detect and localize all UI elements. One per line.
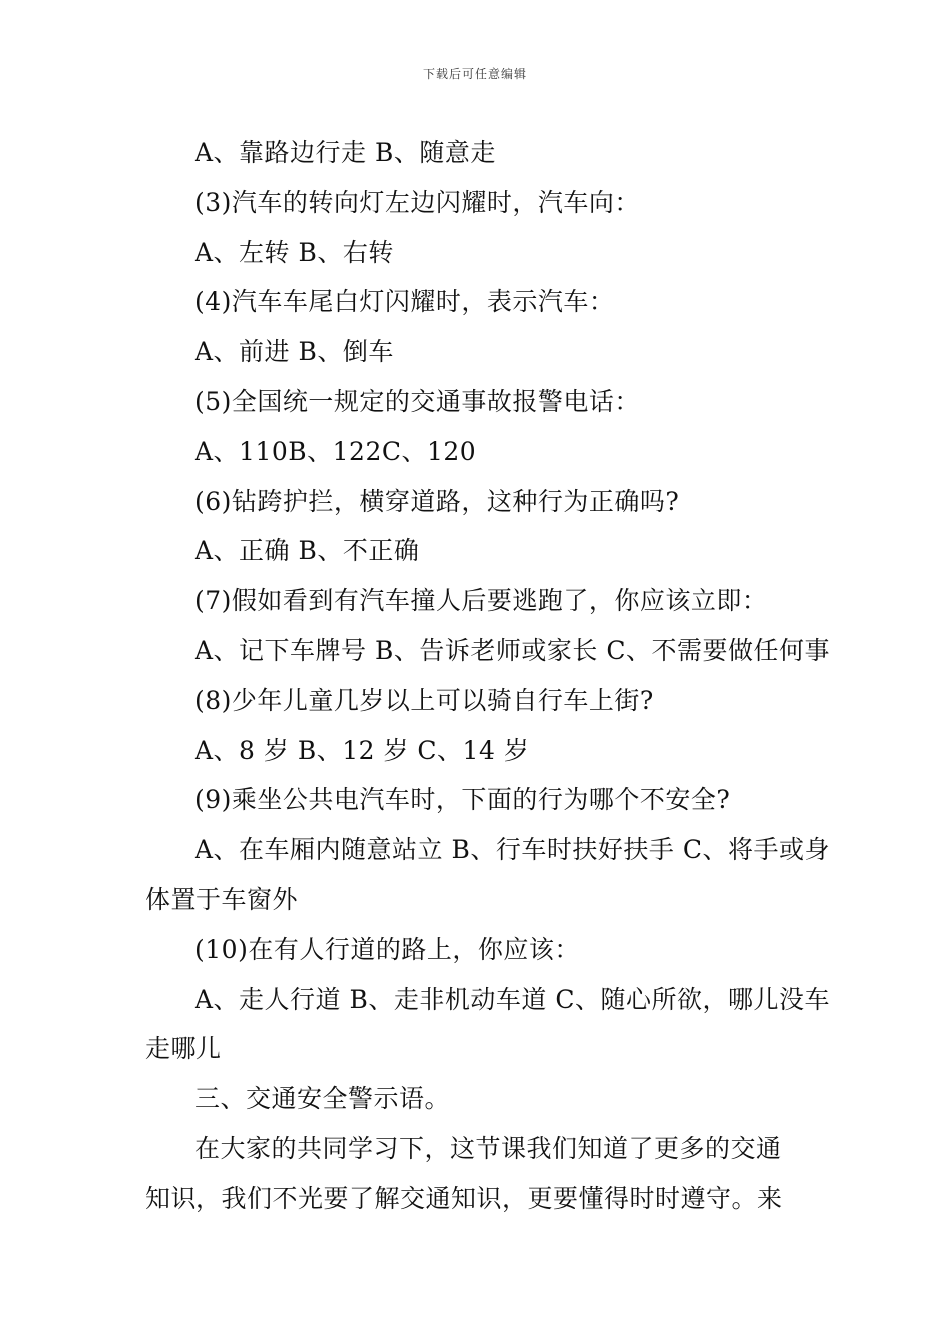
paragraph-line: 知识，我们不光要了解交通知识，更要懂得时时遵守。来 (145, 1183, 783, 1213)
text-line: A、靠路边行走 B、随意走 (195, 138, 496, 167)
question-line: (4)汽车车尾白灯闪耀时，表示汽车： (195, 287, 615, 317)
question-line: (5)全国统一规定的交通事故报警电话： (195, 386, 640, 416)
answer-options-line: A、正确 B、不正确 (195, 536, 420, 566)
page-header: 下载后可任意编辑 (422, 67, 527, 81)
question-line: (8)少年儿童几岁以上可以骑自行车上街? (195, 685, 654, 715)
question-line: (10)在有人行道的路上，你应该： (195, 934, 580, 964)
answer-options-continuation: 体置于车窗外 (145, 884, 299, 914)
answer-options-line: A、110B、122C、120 (195, 436, 477, 466)
answer-options-continuation: 走哪儿 (145, 1034, 222, 1064)
question-line: (9)乘坐公共电汽车时，下面的行为哪个不安全? (195, 785, 731, 815)
answer-options-line: A、左转 B、右转 (195, 237, 394, 267)
document-body (145, 128, 830, 1224)
section-heading: 三、交通安全警示语。 (195, 1084, 451, 1114)
question-line: (3)汽车的转向灯左边闪耀时，汽车向： (195, 187, 640, 217)
answer-options-line: A、记下车牌号 B、告诉老师或家长 C、不需要做任何事 (195, 635, 830, 665)
question-line: (7)假如看到有汽车撞人后要逃跑了，你应该立即： (195, 586, 768, 616)
answer-options-line: A、前进 B、倒车 (195, 337, 394, 367)
answer-options-line: A、走人行道 B、走非机动车道 C、随心所欲，哪儿没车 (195, 984, 830, 1014)
answer-options-line: A、8 岁 B、12 岁 C、14 岁 (195, 735, 530, 765)
paragraph-line: 在大家的共同学习下，这节课我们知道了更多的交通 (195, 1133, 782, 1163)
answer-options-line: A、在车厢内随意站立 B、行车时扶好扶手 C、将手或身 (195, 835, 830, 865)
question-line: (6)钻跨护拦，横穿道路，这种行为正确吗? (195, 486, 680, 516)
